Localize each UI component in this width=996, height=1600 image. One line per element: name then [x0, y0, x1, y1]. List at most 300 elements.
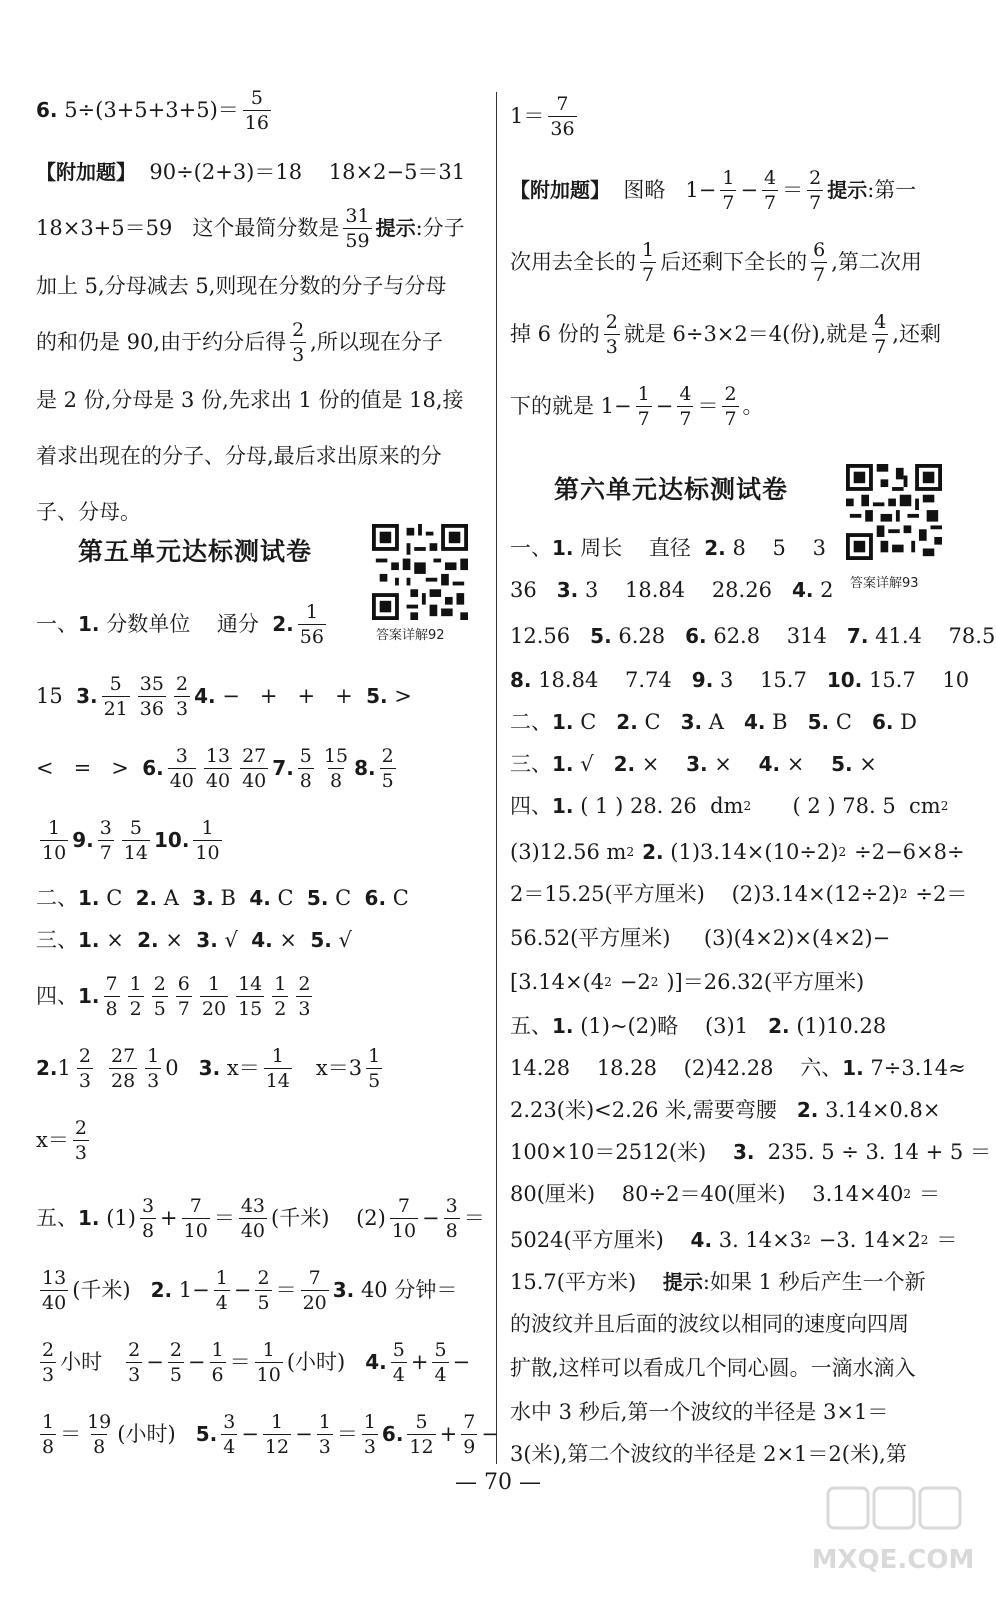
- question-number: 3.: [76, 684, 98, 708]
- numerator: 1: [368, 1044, 381, 1067]
- fraction: [128, 972, 144, 1021]
- numerator: 5: [129, 816, 142, 839]
- unit5-heading: 第五单元达标测试卷: [78, 537, 313, 566]
- text: −: [655, 394, 674, 418]
- text: ( 1 ) 28. 26 dm: [573, 794, 744, 818]
- fraction: [444, 1194, 460, 1243]
- question-number: 5.: [195, 1422, 218, 1446]
- denominator: 6: [211, 1363, 224, 1386]
- fraction: [391, 1338, 407, 1387]
- fraction: [604, 310, 620, 359]
- fraction: [98, 816, 114, 865]
- numerator: 1: [270, 1410, 284, 1433]
- numerator: 2: [298, 972, 311, 995]
- numerator: 1: [129, 972, 142, 995]
- denominator: 7: [642, 263, 655, 286]
- denominator: 3: [175, 697, 189, 720]
- numerator: 1: [642, 238, 655, 261]
- question-number: 1.: [842, 1056, 864, 1080]
- text: >: [387, 684, 412, 708]
- numerator: 7: [308, 1266, 321, 1289]
- numerator: 1: [42, 1410, 55, 1433]
- denominator: 7: [722, 191, 735, 214]
- numerator: 13: [42, 1266, 67, 1289]
- hint-label: 提示: [662, 1270, 703, 1294]
- question-number: 10.: [826, 668, 863, 692]
- denominator: 3: [298, 997, 311, 1020]
- text: 的波纹并且后面的波纹以相同的速度向四周: [510, 1312, 909, 1336]
- question-number: 5.: [590, 624, 612, 648]
- text: (3)12.56 m: [510, 840, 627, 864]
- line: [36, 1406, 499, 1462]
- denominator: 40: [42, 1291, 67, 1314]
- text: −3. 14×2: [818, 1228, 921, 1252]
- question-number: 8.: [510, 668, 532, 692]
- question-number: 4.: [194, 684, 216, 708]
- question-number: 6.: [36, 98, 58, 122]
- denominator: 7: [764, 191, 777, 214]
- answer: ×: [99, 928, 138, 952]
- text: 扩散,这样可以看成几个同心圆。一滴水滴入: [510, 1356, 916, 1380]
- line: [36, 1112, 93, 1168]
- text: 1−: [172, 1278, 210, 1302]
- text: −: [187, 1350, 206, 1374]
- denominator: 7: [809, 191, 822, 214]
- denominator: 5: [381, 769, 394, 792]
- numerator: 2: [42, 1338, 55, 1361]
- question-number: 3.: [680, 710, 703, 734]
- superscript: 2: [626, 845, 635, 859]
- denominator: 8: [42, 1435, 55, 1458]
- fraction: [298, 744, 314, 793]
- question-number: 9.: [691, 668, 714, 692]
- fraction: [122, 816, 150, 865]
- fraction: [407, 1410, 435, 1459]
- line: [510, 162, 916, 218]
- text: 15: [36, 684, 77, 708]
- denominator: 40: [240, 1219, 266, 1242]
- text: 子、分母。: [36, 500, 141, 524]
- text: ,第二次用: [831, 250, 922, 274]
- numerator: 4: [874, 310, 887, 333]
- numerator: 3: [175, 744, 188, 767]
- line: [36, 82, 275, 138]
- denominator: 5: [169, 1363, 182, 1386]
- text: ＝: [275, 1278, 297, 1302]
- section-label: 三、: [510, 752, 552, 776]
- question-number: 9.: [72, 828, 94, 852]
- numerator: 4: [679, 382, 692, 405]
- denominator: 5: [257, 1291, 270, 1314]
- text: − + + +: [215, 684, 367, 708]
- fraction: [168, 744, 196, 793]
- numerator: 1: [305, 600, 318, 623]
- fraction: [362, 1410, 378, 1459]
- text: :分子: [415, 216, 465, 240]
- answer: B: [765, 710, 808, 734]
- fraction: [390, 1194, 418, 1243]
- text: ÷2−6×8÷: [854, 840, 965, 864]
- fraction: [432, 1338, 448, 1387]
- denominator: 8: [329, 769, 343, 792]
- text: 15.7 10: [862, 668, 970, 692]
- numerator: 2: [128, 1338, 141, 1361]
- numerator: 31: [345, 204, 370, 227]
- text: 40 分钟＝: [354, 1278, 458, 1302]
- line: [510, 378, 764, 434]
- question-number: 3.: [686, 752, 708, 776]
- denominator: 4: [392, 1363, 405, 1386]
- denominator: 56: [299, 625, 324, 648]
- denominator: 3: [147, 1069, 160, 1092]
- answer: B: [213, 886, 250, 910]
- text: :如果 1 秒后产生一个新: [702, 1270, 926, 1294]
- denominator: 7: [177, 997, 190, 1020]
- fraction: [296, 972, 312, 1021]
- question-number: 7.: [846, 624, 869, 648]
- section-label: 一、: [510, 536, 552, 560]
- text: 3(米),第二个波纹的半径是 2×1＝2(米),第: [510, 1442, 907, 1466]
- text: −: [241, 1422, 259, 1446]
- line: [36, 144, 465, 200]
- numerator: 19: [87, 1410, 112, 1433]
- denominator: 7: [813, 263, 826, 286]
- answer: ×: [272, 928, 311, 952]
- fraction: [255, 1338, 283, 1387]
- text: ÷2＝: [915, 882, 968, 906]
- question-number: 2.: [137, 928, 159, 952]
- fraction: [77, 1044, 93, 1093]
- numerator: 5: [299, 744, 312, 767]
- fraction: [263, 1410, 291, 1459]
- line: [36, 596, 330, 652]
- denominator: 7: [99, 841, 112, 864]
- line: [36, 428, 442, 484]
- superscript: 2: [650, 975, 659, 989]
- numerator: 2: [74, 1116, 87, 1139]
- question-number: 5.: [310, 928, 332, 952]
- question-number: 8.: [354, 756, 376, 780]
- answer: C: [328, 886, 365, 910]
- numerator: 2: [153, 972, 166, 995]
- text: 。: [742, 394, 764, 418]
- text: 就是 6÷3×2＝4(份),就是: [623, 322, 869, 346]
- text: ＝: [697, 394, 719, 418]
- text: (千米) (2): [271, 1206, 386, 1230]
- section-label: 二、: [36, 886, 78, 910]
- text: 小时: [60, 1350, 123, 1374]
- denominator: 28: [110, 1069, 136, 1092]
- answer: √: [217, 928, 252, 952]
- denominator: 2: [129, 997, 142, 1020]
- fraction: [109, 1044, 137, 1093]
- question-number: 1.: [78, 928, 100, 952]
- text: [3.14×(4: [510, 970, 605, 994]
- answer: C: [637, 710, 681, 734]
- denominator: 36: [139, 697, 164, 720]
- fraction: [636, 382, 652, 431]
- fraction: [182, 1194, 210, 1243]
- fraction: [243, 86, 271, 135]
- fraction: [168, 1338, 184, 1387]
- text: x＝3: [295, 1056, 363, 1080]
- text: 7÷3.14≈: [863, 1056, 966, 1080]
- text: )]＝26.32(平方厘米): [666, 970, 865, 994]
- hint-label: 提示: [375, 216, 416, 240]
- text: ＝: [782, 178, 804, 202]
- denominator: 3: [128, 1363, 141, 1386]
- text: 18.84 7.74: [531, 668, 692, 692]
- question-number: 2.: [613, 752, 636, 776]
- numerator: 1: [211, 1338, 224, 1361]
- column-divider: [496, 92, 497, 1464]
- denominator: 5: [368, 1069, 381, 1092]
- line: [36, 1334, 470, 1390]
- fraction: [366, 1044, 382, 1093]
- numerator: 1: [215, 1266, 228, 1289]
- section-label: 二、: [510, 710, 552, 734]
- superscript: 2: [604, 975, 612, 989]
- fraction: [720, 166, 736, 215]
- fraction: [264, 1044, 292, 1093]
- unit6-heading: 第六单元达标测试卷: [554, 475, 789, 504]
- numerator: 7: [105, 972, 118, 995]
- text: 周长 直径: [573, 536, 705, 560]
- denominator: 7: [679, 407, 692, 430]
- superscript: 2: [940, 799, 949, 813]
- denominator: 3: [74, 1141, 87, 1164]
- text: 水中 3 秒后,第一个波纹的半径是 3×1＝: [510, 1400, 889, 1424]
- line: [36, 968, 316, 1024]
- numerator: 1: [318, 1410, 331, 1433]
- text: −2: [619, 970, 651, 994]
- fraction: [102, 672, 130, 721]
- text: (1)10.28: [789, 1014, 887, 1038]
- denominator: 15: [238, 997, 263, 1020]
- numerator: 1: [201, 816, 214, 839]
- bonus-label: 【附加题】: [510, 178, 610, 202]
- fraction: [126, 1338, 142, 1387]
- answer: ×: [780, 752, 832, 776]
- fraction: [762, 166, 778, 215]
- text: 235. 5 ÷ 3. 14 + 5 ＝: [754, 1140, 991, 1164]
- superscript: 2: [838, 845, 847, 859]
- fraction: [40, 816, 68, 865]
- line: [36, 314, 443, 370]
- question-number: 4.: [791, 578, 814, 602]
- qr-code-icon[interactable]: [846, 464, 942, 560]
- fraction: [322, 744, 350, 793]
- text: 着求出现在的分子、分母,最后求出原来的分: [36, 444, 442, 468]
- question-number: 6.: [142, 756, 164, 780]
- line: [36, 200, 465, 256]
- denominator: 10: [183, 1219, 208, 1242]
- text: :第一: [867, 178, 917, 202]
- denominator: 7: [637, 407, 650, 430]
- text: 8 5 3: [725, 536, 826, 560]
- text: ＝: [336, 1422, 358, 1446]
- text: ＝: [60, 1422, 82, 1446]
- denominator: 14: [265, 1069, 290, 1092]
- question-number: 1.: [78, 612, 100, 636]
- numerator: 1: [637, 382, 650, 405]
- superscript: 2: [743, 799, 752, 813]
- fraction: [640, 238, 656, 287]
- text: 2: [813, 578, 834, 602]
- numerator: 2: [169, 1338, 182, 1361]
- text: ( 2 ) 78. 5 cm: [759, 794, 941, 818]
- denominator: 21: [103, 697, 128, 720]
- answer: √: [331, 928, 352, 952]
- question-number: 6.: [381, 1422, 404, 1446]
- text: x＝: [36, 1128, 69, 1152]
- denominator: 2: [274, 997, 287, 1020]
- line: [36, 740, 400, 796]
- numerator: 27: [110, 1044, 136, 1067]
- superscript: 2: [899, 887, 908, 901]
- mixed-number: [58, 1044, 97, 1093]
- numerator: 1: [48, 816, 61, 839]
- line: [36, 1040, 386, 1096]
- fraction: [811, 238, 827, 287]
- text: +: [160, 1206, 178, 1230]
- numerator: 2: [724, 382, 737, 405]
- fraction: [317, 1410, 333, 1459]
- superscript: 2: [803, 1233, 811, 1247]
- numerator: 5: [434, 1338, 447, 1361]
- section-label: 五、: [36, 1206, 78, 1230]
- fraction: [176, 972, 192, 1021]
- fraction: [272, 972, 288, 1021]
- page-number: — 70 —: [455, 1470, 541, 1495]
- question-number: 2.: [272, 612, 294, 636]
- numerator: 2: [175, 672, 189, 695]
- denominator: 4: [223, 1435, 236, 1458]
- numerator: 2: [257, 1266, 270, 1289]
- fraction: [73, 1116, 89, 1165]
- denominator: 7: [874, 335, 887, 358]
- question-number: 2.: [36, 1056, 58, 1080]
- answer: D: [893, 710, 917, 734]
- numerator: 1: [363, 1410, 376, 1433]
- question-number: 1.: [552, 536, 574, 560]
- denominator: 8: [299, 769, 312, 792]
- line: [36, 372, 464, 428]
- numerator: 4: [764, 166, 777, 189]
- section-label: 三、: [36, 928, 78, 952]
- question-number: 1.: [552, 1014, 574, 1038]
- fraction: [140, 1194, 156, 1243]
- fraction: [145, 1044, 161, 1093]
- fraction: [152, 972, 168, 1021]
- fraction: [85, 1410, 113, 1459]
- text: 下的就是 1−: [510, 394, 632, 418]
- qr-caption: 答案详解92: [376, 628, 445, 643]
- text: 3. 14×3: [712, 1228, 804, 1252]
- text: −: [146, 1350, 164, 1374]
- fraction: [240, 744, 268, 793]
- fraction: [255, 1266, 271, 1315]
- question-number: 1.: [78, 984, 100, 1008]
- numerator: 2: [78, 1044, 91, 1067]
- denominator: 10: [391, 1219, 417, 1242]
- text: −: [452, 1350, 471, 1374]
- denominator: 3: [42, 1363, 55, 1386]
- question-number: 4.: [365, 1350, 387, 1374]
- question-number: 4.: [251, 928, 273, 952]
- denominator: 10: [256, 1363, 281, 1386]
- fraction: [104, 972, 120, 1021]
- numerator: 6: [813, 238, 826, 261]
- numerator: 27: [242, 744, 267, 767]
- qr-caption: 答案详解93: [850, 576, 919, 591]
- fraction: [380, 744, 396, 793]
- text: 80(厘米) 80÷2＝40(厘米) 3.14×40: [510, 1182, 904, 1206]
- answer: √: [573, 752, 614, 776]
- text: (千米): [72, 1278, 151, 1302]
- whole: 1: [57, 1056, 71, 1080]
- denominator: 3: [292, 343, 305, 366]
- text: 14.28 18.28 (2)42.28 六、: [510, 1056, 843, 1080]
- text: ＝: [463, 1206, 485, 1230]
- text: (1)3.14×(10÷2): [663, 840, 839, 864]
- text: −: [422, 1206, 440, 1230]
- text: 是 2 份,分母是 3 份,先求出 1 份的值是 18,接: [36, 388, 464, 412]
- section-label: 四、: [36, 984, 78, 1008]
- answer: ×: [852, 752, 877, 776]
- text: ＝: [229, 1350, 251, 1374]
- question-number: 4.: [249, 886, 271, 910]
- fraction: [138, 672, 166, 721]
- question-number: 5.: [306, 886, 329, 910]
- text: −: [233, 1278, 252, 1302]
- section-label: 四、: [510, 794, 552, 818]
- text: (1)~(2)略 (3)1: [573, 1014, 769, 1038]
- text: +: [410, 1350, 429, 1374]
- text: < = >: [36, 756, 143, 780]
- qr-code-icon[interactable]: [372, 524, 468, 620]
- question-number: 4.: [690, 1228, 713, 1252]
- text: 图略 1−: [610, 178, 717, 202]
- answer: A: [157, 886, 193, 910]
- numerator: 3: [223, 1410, 236, 1433]
- fraction: [200, 972, 228, 1021]
- text: 次用去全长的: [510, 250, 636, 274]
- denominator: 9: [463, 1435, 476, 1458]
- question-number: 1.: [78, 1206, 100, 1230]
- answer: C: [270, 886, 307, 910]
- denominator: 12: [264, 1435, 290, 1458]
- numerator: 15: [323, 744, 349, 767]
- fraction: [210, 1338, 226, 1387]
- question-number: 3.: [198, 1056, 221, 1080]
- line: [36, 258, 446, 314]
- section-label: 五、: [510, 1014, 552, 1038]
- line: [36, 812, 226, 868]
- answer: C: [829, 710, 872, 734]
- line: [510, 88, 581, 144]
- numerator: 5: [392, 1338, 405, 1361]
- text: 90÷(2+3)＝18 18×2−5＝31: [136, 160, 466, 184]
- numerator: 7: [463, 1410, 476, 1433]
- denominator: 8: [93, 1435, 106, 1458]
- denominator: 7: [724, 407, 737, 430]
- answer: C: [99, 886, 136, 910]
- question-number: 3.: [732, 1140, 755, 1164]
- text: 3 18.84 28.26: [578, 578, 792, 602]
- text: 分数单位 通分: [99, 612, 273, 636]
- text: 5024(平方厘米): [510, 1228, 691, 1252]
